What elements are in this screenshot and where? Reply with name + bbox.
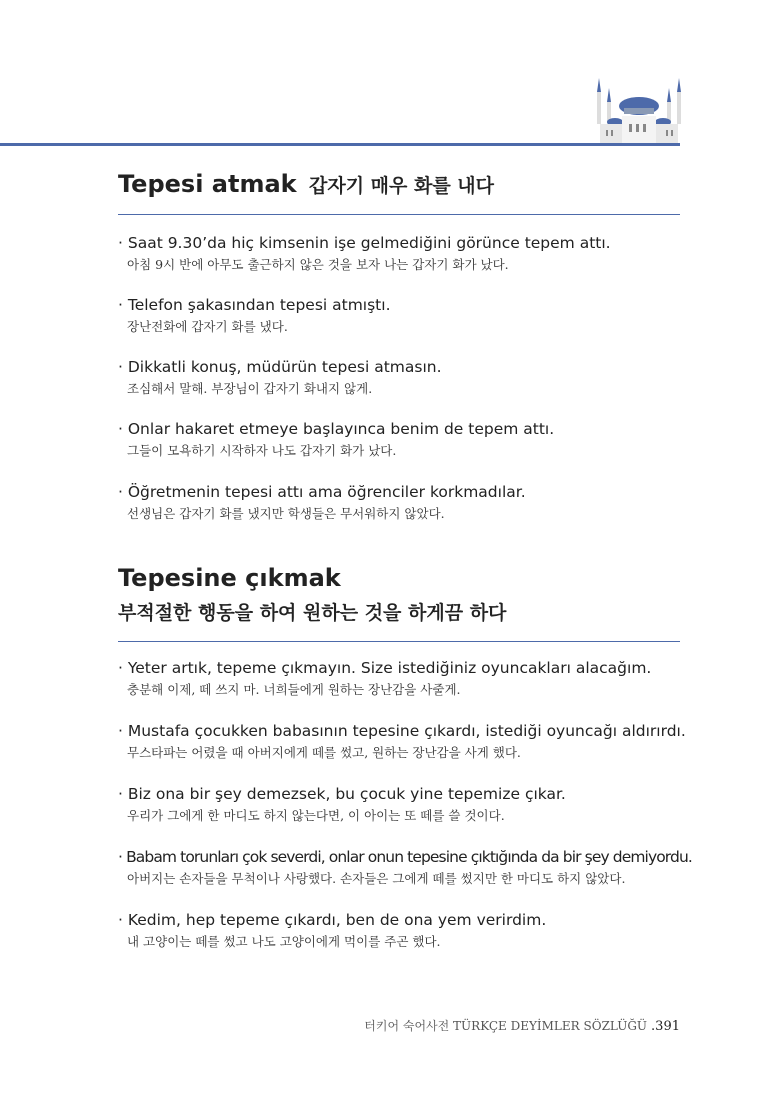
example-turkish: · Telefon şakasından tepesi atmıştı. bbox=[118, 296, 391, 314]
example-turkish: · Saat 9.30’da hiç kimsenin işe gelmediğini görünce tepem attı. bbox=[118, 234, 611, 252]
turkish-text: Mustafa çocukken babasının tepesine çıkardı, istediği oyuncağı aldırırdı. bbox=[127, 722, 686, 740]
example-turkish: · Dikkatli konuş, müdürün tepesi atmasın. bbox=[118, 358, 442, 376]
example-korean: 우리가 그에게 한 마디도 하지 않는다면, 이 아이는 또 떼를 쓸 것이다. bbox=[127, 808, 505, 823]
example-item bbox=[118, 483, 526, 522]
turkish-text: Saat 9.30’da hiç kimsenin işe gelmediğini görünce tepem attı. bbox=[127, 234, 611, 252]
turkish-text: Telefon şakasından tepesi atmıştı. bbox=[127, 296, 391, 314]
page-number: .391 bbox=[651, 1019, 680, 1034]
idiom-heading-1 bbox=[118, 170, 494, 198]
idiom-title: Tepesine çıkmak bbox=[118, 564, 341, 592]
example-korean: 아침 9시 반에 아무도 출근하지 않은 것을 보자 나는 갑자기 화가 났다. bbox=[127, 257, 509, 272]
example-item bbox=[118, 234, 611, 273]
book-title: 터키어 숙어사전 TÜRKÇE DEYİMLER SÖZLÜĞÜ bbox=[364, 1019, 648, 1033]
example-item bbox=[118, 911, 546, 950]
example-item bbox=[118, 420, 554, 459]
example-item bbox=[118, 659, 651, 698]
example-korean: 충분해 이제, 떼 쓰지 마. 너희들에게 원하는 장난감을 사줄게. bbox=[127, 682, 461, 697]
example-item bbox=[118, 785, 566, 824]
example-turkish: · Onlar hakaret etmeye başlayınca benim de tepem attı. bbox=[118, 420, 555, 438]
example-korean: 선생님은 갑자기 화를 냈지만 학생들은 무서워하지 않았다. bbox=[127, 506, 445, 521]
example-item bbox=[118, 296, 391, 335]
example-korean: 무스타파는 어렸을 때 아버지에게 떼를 썼고, 원하는 장난감을 사게 했다. bbox=[127, 745, 521, 760]
idiom-meaning: 부적절한 행동을 하여 원하는 것을 하게끔 하다 bbox=[118, 602, 507, 624]
header-rule bbox=[0, 143, 680, 146]
example-item bbox=[118, 722, 686, 761]
idiom-meaning: 갑자기 매우 화를 내다 bbox=[308, 175, 495, 197]
example-korean: 조심해서 말해. 부장님이 갑자기 화내지 않게. bbox=[127, 381, 373, 396]
example-turkish: · Kedim, hep tepeme çıkardı, ben de ona yem verirdim. bbox=[118, 911, 547, 929]
example-turkish: · Öğretmenin tepesi attı ama öğrenciler korkmadılar. bbox=[118, 483, 526, 501]
turkish-text: Onlar hakaret etmeye başlayınca benim de tepem attı. bbox=[127, 420, 555, 438]
turkish-text: Babam torunları çok severdi, onlar onun tepesine çıktığında da bir şey demiyordu. bbox=[126, 848, 692, 866]
example-turkish: · Babam torunları çok severdi, onlar onun tepesine çıktığında da bir şey demiyordu. bbox=[118, 848, 692, 866]
example-korean: 그들이 모욕하기 시작하자 나도 갑자기 화가 났다. bbox=[127, 443, 397, 458]
idiom-title: Tepesi atmak bbox=[118, 170, 297, 198]
turkish-text: Dikkatli konuş, müdürün tepesi atmasın. bbox=[127, 358, 442, 376]
example-korean: 내 고양이는 떼를 썼고 나도 고양이에게 먹이를 주곤 했다. bbox=[127, 934, 441, 949]
turkish-text: Öğretmenin tepesi attı ama öğrenciler korkmadılar. bbox=[127, 483, 526, 501]
turkish-text: Yeter artık, tepeme çıkmayın. Size istediğiniz oyuncakları alacağım. bbox=[127, 659, 652, 677]
example-korean: 아버지는 손자들을 무척이나 사랑했다. 손자들은 그에게 떼를 썼지만 한 마디도 하지 않았다. bbox=[127, 871, 626, 886]
example-item bbox=[118, 358, 442, 397]
example-korean: 장난전화에 갑자기 화를 냈다. bbox=[127, 319, 288, 334]
example-item bbox=[118, 848, 692, 887]
turkish-text: Kedim, hep tepeme çıkardı, ben de ona yem verirdim. bbox=[127, 911, 547, 929]
example-turkish: · Yeter artık, tepeme çıkmayın. Size istediğiniz oyuncakları alacağım. bbox=[118, 659, 652, 677]
section-divider bbox=[118, 214, 680, 215]
turkish-text: Biz ona bir şey demezsek, bu çocuk yine tepemize çıkar. bbox=[127, 785, 566, 803]
example-turkish: · Mustafa çocukken babasının tepesine çıkardı, istediği oyuncağı aldırırdı. bbox=[118, 722, 686, 740]
example-turkish: · Biz ona bir şey demezsek, bu çocuk yine tepemize çıkar. bbox=[118, 785, 566, 803]
mosque-icon bbox=[596, 78, 682, 148]
section-divider bbox=[118, 641, 680, 642]
page-footer bbox=[364, 1017, 680, 1034]
